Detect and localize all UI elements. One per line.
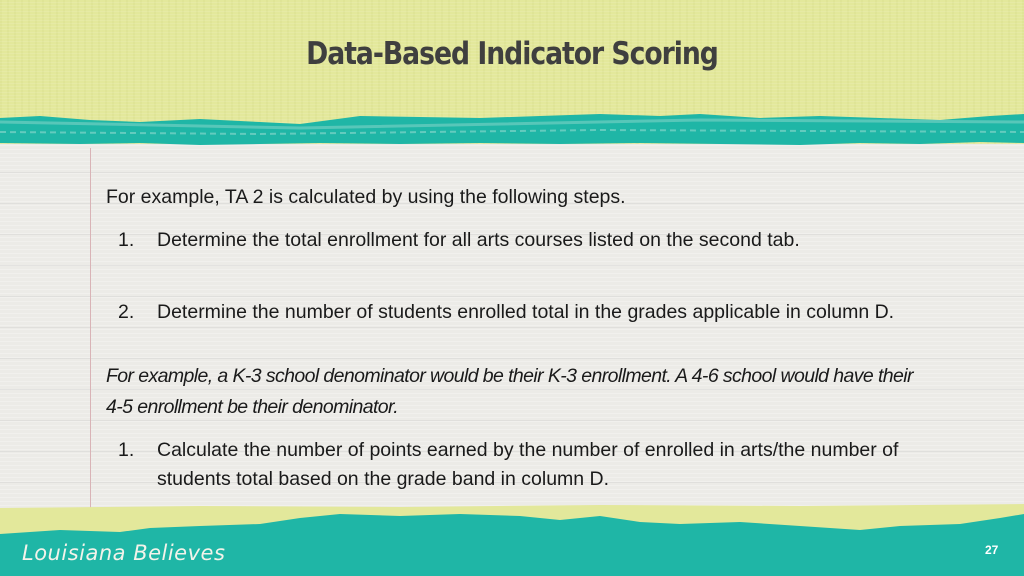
step-text: Calculate the number of points earned by the number of enrolled in arts/the number of students total based on the grade band in column D.	[157, 439, 899, 490]
step-number: 1.	[118, 229, 135, 251]
torn-teal-strip-top	[0, 110, 1024, 155]
step-number: 2.	[118, 301, 135, 323]
notebook-margin-line	[90, 148, 91, 510]
intro-text: For example, TA 2 is calculated by using the following steps.	[106, 186, 626, 208]
slide-title: Data-Based Indicator Scoring	[306, 36, 718, 72]
example-note: For example, a K-3 school denominator would be their K-3 enrollment. A 4-6 school would have their 4-5 enrollment be their denominator.	[106, 365, 913, 418]
step-text: Determine the total enrollment for all arts courses listed on the second tab.	[157, 229, 800, 251]
step-number: 1.	[118, 439, 135, 461]
brand-logo-text: Louisiana Believes	[22, 541, 226, 565]
page-number: 27	[985, 543, 999, 557]
step-text: Determine the number of students enrolled total in the grades applicable in column D.	[157, 301, 895, 323]
